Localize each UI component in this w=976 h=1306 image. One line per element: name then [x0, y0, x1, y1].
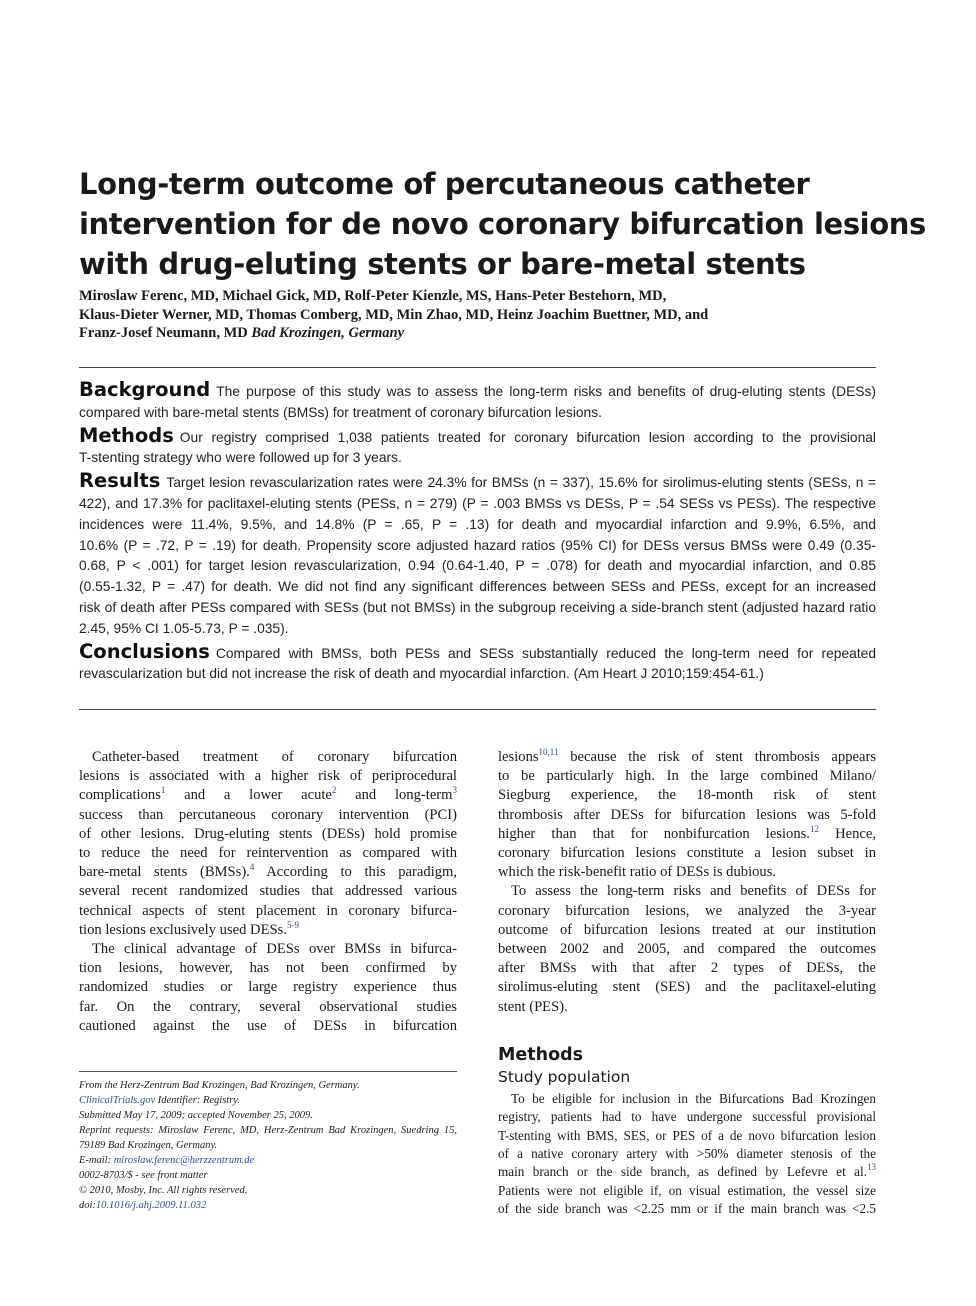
abstract-methods: Methods Our registry comprised 1,038 patients treated for coronary bifurcation lesion according to the provisional T-stenting strategy who were followed up for 3 years.: [79, 423, 876, 466]
abstract-conclusions: Conclusions Compared with BMSs, both PESs and SESs substantially reduced the long-term need for repeated revascularization but did not increase the risk of death and myocardial infarction. (Am Heart J 2010;159:454-61.): [79, 639, 876, 682]
email-link[interactable]: miroslaw.ferenc@herzzentrum.de: [113, 1155, 255, 1166]
background-heading: Background: [79, 378, 211, 401]
results-heading: Results: [79, 469, 161, 493]
section-heading: Methods: [498, 1044, 584, 1065]
citation-link[interactable]: 13: [867, 1162, 876, 1173]
citation-link[interactable]: 4: [249, 862, 255, 873]
title-line: intervention for de novo coronary bifurcation lesions: [79, 207, 926, 241]
methods-heading: Methods: [79, 423, 174, 447]
abstract: [79, 380, 876, 687]
title-line: Long-term outcome of percutaneous catheter: [79, 167, 810, 201]
divider: [79, 367, 876, 368]
author-list: [79, 287, 879, 343]
title-line: with drug-eluting stents or bare-metal stents: [79, 247, 806, 281]
clinicaltrials-link[interactable]: ClinicalTrials.gov: [79, 1095, 156, 1106]
footnotes: From the Herz-Zentrum Bad Krozingen, Bad Krozingen, Germany. ClinicalTrials.gov Identifier: Registry. Submitted May 17, 2009; accepted November 25, 2009. Reprint requests: Miroslaw Ferenc, MD, Herz-Zentrum Bad Krozingen, Suedring 15, 79189 Bad Krozingen, Germany. E-mail: miroslaw.ferenc@herzzentrum.de 0002-8703/$ - see front matter © 2010, Mosby, Inc. All rights reserved. doi:10.1016/j.ahj.2009.11.032: [79, 1080, 457, 1211]
abstract-background: Background The purpose of this study was to assess the long-term risks and benefits of drug-eluting stents (DESs) compared with bare-metal stents (BMSs) for treatment of coronary bifurcation lesions.: [79, 378, 876, 420]
author-line: Miroslaw Ferenc, MD, Michael Gick, MD, Rolf-Peter Kienzle, MS, Hans-Peter Bestehorn, MD,: [79, 288, 667, 304]
citation-link[interactable]: 12: [809, 823, 819, 834]
citation-link[interactable]: 3: [452, 785, 458, 796]
doi-link[interactable]: 10.1016/j.ahj.2009.11.032: [95, 1200, 207, 1211]
affiliation: Bad Krozingen, Germany: [251, 325, 405, 341]
conclusions-heading: Conclusions: [79, 639, 210, 663]
citation-link[interactable]: 10,11: [538, 747, 559, 757]
body-column-right: lesions$^{10,11}$ because the risk of stent thrombosis appears to be particularly high. In the large combined Milano/ Siegburg experience, the 18-month risk of stent thrombosis after DESs for bifurcation lesions was 5-fold higher than that for nonbifurcation lesions.$^{12}$ Hence, coronary bifurcation lesions constitute a lesion subset in which the risk-benefit ratio of DESs is dubious. To assess the long-term risks and benefits of DESs for coronary bifurcation lesions, we analyzed the 3-year outcome of bifurcation lesions treated at our institution between 2002 and 2005, and compared the outcomes after BMSs with that after 2 types of DESs, the sirolimus-eluting stent (SES) and the paclitaxel-eluting stent (PES). Methods Study population To be eligible for inclusion in the Bifurcations Bad Krozingen registry, patients had to have undergone successful provisional T-stenting with BMS, SES, or PES of a de novo bifurcation lesion of a native coronary artery with >50% diameter stenosis of the main branch or the side branch, as defined by Lefevre et al.$^{13}$ Patients were not eligible if, on visual estimation, the vessel size of the side branch was <2.25 mm or if the main branch was <2.5: [498, 747, 876, 1217]
citation-link[interactable]: 5-9: [286, 919, 299, 930]
subsection-heading: Study population: [498, 1067, 631, 1086]
divider: [79, 709, 876, 710]
footnote-divider: [79, 1071, 457, 1072]
citation-link[interactable]: 1: [160, 785, 166, 796]
article-title: [79, 164, 926, 284]
author-line: Klaus-Dieter Werner, MD, Thomas Comberg, MD, Min Zhao, MD, Heinz Joachim Buettner, MD, and: [79, 306, 709, 323]
body-column-left: Catheter-based treatment of coronary bifurcation lesions is associated with a higher risk of periprocedural complications$^1$ and a lower acute$^2$ and long-term$^3$ success than percutaneous coronary intervention (PCI) of other lesions. Drug-eluting stents (DESs) hold promise to reduce the need for reintervention as compared with bare-metal stents (BMSs).$^4$ According to this paradigm, several recent randomized studies that addressed various technical aspects of stent placement in coronary bifurca- tion lesions exclusively used DESs.$^{5-9}$ The clinical advantage of DESs over BMSs in bifurca- tion lesions, however, has not been confirmed by randomized studies or large registry experience thus far. On the contrary, several observational studies cautioned against the use of DESs in bifurcation: [79, 749, 458, 1034]
author-line: Franz-Josef Neumann, MD Bad Krozingen, Germany: [79, 325, 405, 341]
abstract-results: Results Target lesion revascularization rates were 24.3% for BMSs (n = 337), 15.6% for sirolimus-eluting stents (SESs, n = 422), and 17.3% for paclitaxel-eluting stents (PESs, n = 279) (P = .003 BMSs vs DESs, P = .54 SESs vs PESs). The respective incidences were 11.4%, 9.5%, and 14.8% (P = .65, P = .13) for death and myocardial infarction and 9.9%, 6.5%, and 10.6% (P = .72, P = .19) for death. Propensity score adjusted hazard ratios (95% CI) for DESs versus BMSs were 0.49 (0.35- 0.68, P < .001) for target lesion revascularization, 0.94 (0.64-1.40, P = .078) for death and myocardial infarction, and 0.85 (0.55-1.32, P = .47) for death. We did not find any significant differences between SESs and PESs, except for an increased risk of death after PESs compared with SESs (but not BMSs) in the subgroup receiving a side-branch stent (adjusted hazard ratio 2.45, 95% CI 1.05-5.73, P = .035).: [79, 469, 876, 636]
citation-link[interactable]: 2: [331, 785, 337, 796]
